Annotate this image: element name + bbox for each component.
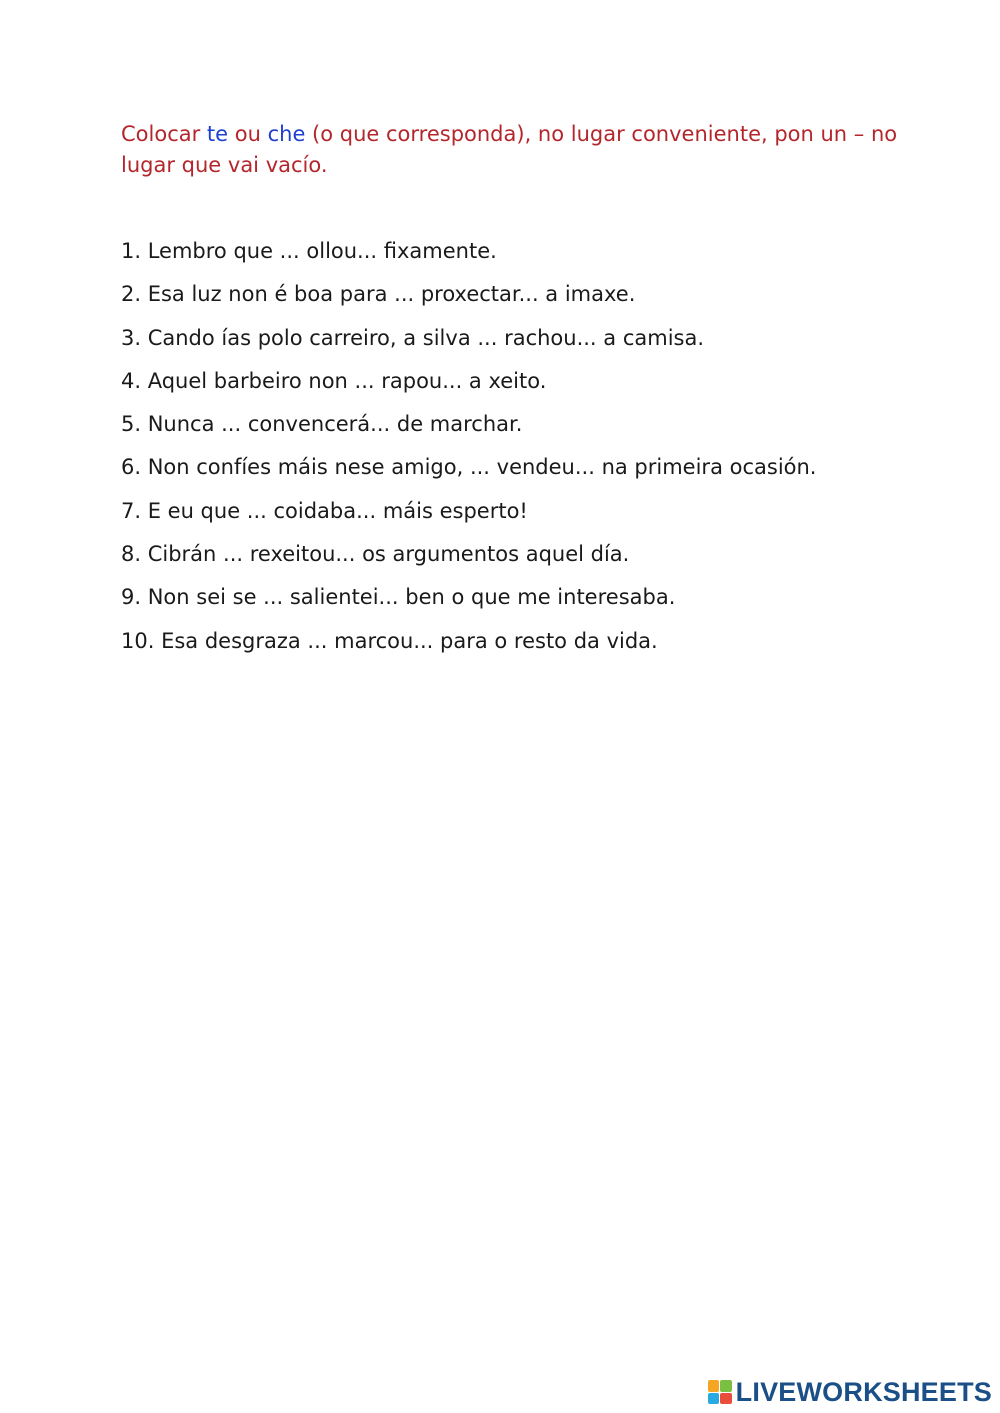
- liveworksheets-logo: [708, 1375, 992, 1409]
- keyword-te: te: [206, 122, 229, 146]
- exercise-item: 9. Non sei se ... salientei... ben o que me interesaba.: [121, 585, 676, 610]
- exercise-item: 3. Cando ías polo carreiro, a silva ... rachou... a camisa.: [121, 325, 705, 350]
- instructions-text-3: (o que corresponda), no lugar conveniente, pon un – no lugar que vai vacío.: [121, 122, 898, 177]
- logo-square-icon: [708, 1393, 720, 1405]
- logo-square-icon: [720, 1380, 732, 1392]
- exercise-item: 6. Non confíes máis nese amigo, ... vendeu... na primeira ocasión.: [121, 455, 817, 480]
- exercise-item: 4. Aquel barbeiro non ... rapou... a xeito.: [121, 368, 547, 393]
- instructions: [121, 119, 901, 181]
- keyword-che: che: [267, 122, 306, 146]
- liveworksheets-logo-icon: [708, 1380, 732, 1404]
- exercise-item: 2. Esa luz non é boa para ... proxectar... a imaxe.: [121, 282, 636, 307]
- logo-square-icon: [720, 1393, 732, 1405]
- instructions-text-1: Colocar: [121, 122, 207, 146]
- exercise-item: 7. E eu que ... coidaba... máis esperto!: [121, 498, 528, 523]
- exercise-list: [121, 235, 816, 668]
- exercise-item: 5. Nunca ... convencerá... de marchar.: [121, 412, 523, 437]
- logo-square-icon: [708, 1380, 720, 1392]
- brand-name: LIVEWORKSHEETS: [735, 1376, 992, 1407]
- exercise-item: 10. Esa desgraza ... marcou... para o resto da vida.: [121, 628, 658, 653]
- exercise-item: 8. Cibrán ... rexeitou... os argumentos aquel día.: [121, 542, 630, 567]
- instructions-text-2: ou: [228, 122, 268, 146]
- exercise-item: 1. Lembro que ... ollou... fixamente.: [121, 239, 497, 263]
